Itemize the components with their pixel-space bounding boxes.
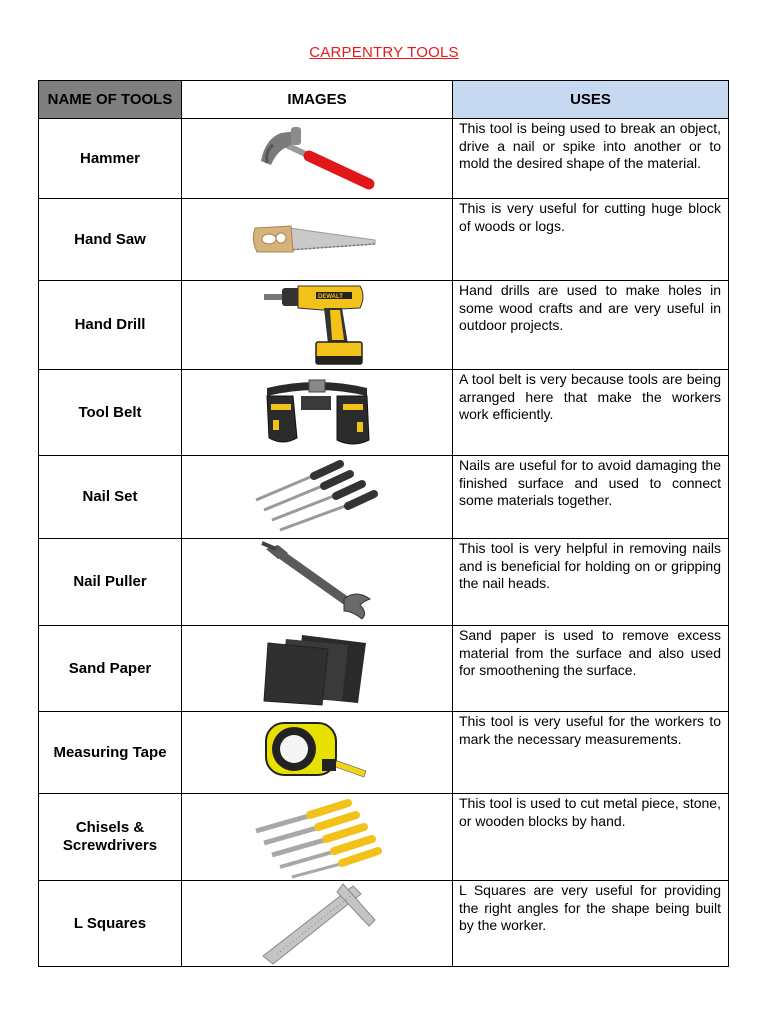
tool-image [182,281,453,370]
tool-name: Measuring Tape [39,712,182,794]
tool-uses: Sand paper is used to remove excess material from the surface and also used for smoothening the surface. [453,626,729,712]
tool-image [182,370,453,456]
tool-image [182,199,453,281]
header-images: IMAGES [182,81,453,119]
tool-name: Tool Belt [39,370,182,456]
table-row [39,881,729,967]
tool-uses: Nails are useful for to avoid damaging the finished surface and used to connect some materials together. [453,456,729,539]
tool-image [182,119,453,199]
table-row [39,712,729,794]
chisels-icon [252,795,382,879]
table-row [39,370,729,456]
tool-name: Nail Puller [39,539,182,626]
tool-name: L Squares [39,881,182,967]
tool-image [182,712,453,794]
tools-table [38,80,729,967]
tool-uses: L Squares are very useful for providing the right angles for the shape being built by the worker. [453,881,729,967]
table-row [39,539,729,626]
header-uses: USES [453,81,729,119]
tool-uses: A tool belt is very because tools are being arranged here that make the workers work efficiently. [453,370,729,456]
table-row [39,199,729,281]
hand-drill-icon [262,282,372,368]
table-row [39,456,729,539]
drill-brand-label: DEWALT [318,294,343,300]
tool-uses: Hand drills are used to make holes in some wood crafts and are very useful in outdoor projects. [453,281,729,370]
header-name-of-tools: NAME OF TOOLS [39,81,182,119]
tool-name: Hand Saw [39,199,182,281]
hammer-icon [247,121,387,197]
tool-uses: This tool is very helpful in removing nails and is beneficial for holding on or gripping the nail heads. [453,539,729,626]
tool-uses: This tool is used to cut metal piece, stone, or wooden blocks by hand. [453,794,729,881]
tool-uses: This is very useful for cutting huge block of woods or logs. [453,199,729,281]
table-row [39,626,729,712]
header-row [39,81,729,119]
table-row [39,794,729,881]
tool-image [182,539,453,626]
tool-name: Nail Set [39,456,182,539]
nail-set-icon [252,460,382,534]
tool-uses: This tool is very useful for the workers to mark the necessary measurements. [453,712,729,794]
tool-image [182,794,453,881]
measuring-tape-icon [262,715,372,791]
tool-name: Hand Drill [39,281,182,370]
tool-image [182,881,453,967]
page-title: CARPENTRY TOOLS [309,44,459,61]
tool-name: Sand Paper [39,626,182,712]
tool-name: Chisels & Screwdrivers [39,794,182,881]
tool-belt-icon [257,374,377,452]
table-row [39,281,729,370]
table-row [39,119,729,199]
sand-paper-icon [262,631,372,707]
tool-image [182,626,453,712]
hand-saw-icon [247,220,387,260]
tool-image [182,456,453,539]
l-square-icon [257,882,377,966]
tool-uses: This tool is being used to break an object, drive a nail or spike into another or to mold the desired shape of the material. [453,119,729,199]
nail-puller-icon [252,539,382,625]
tool-name: Hammer [39,119,182,199]
